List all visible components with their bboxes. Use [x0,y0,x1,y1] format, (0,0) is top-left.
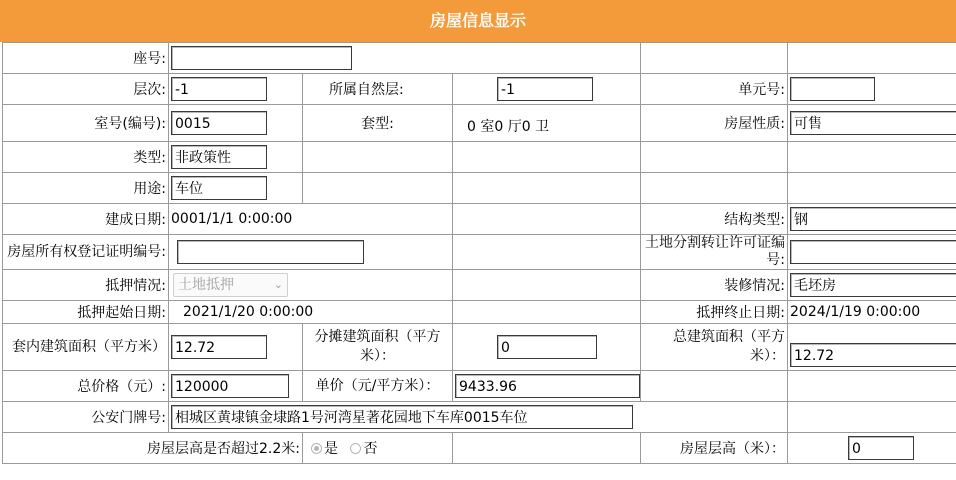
row-usage [3,173,956,204]
page-title: 房屋信息显示 [0,0,956,42]
unit-price-label: 单价（元/平方米）： [303,371,453,402]
radio-yes-label: 是 [324,441,338,457]
decoration-label: 装修情况: [641,270,788,301]
structure-input[interactable]: 钢 [790,207,956,231]
mortgage-start-value: 2021/1/20 0:00:00 [169,301,453,324]
total-area-label: 总建筑面积（平方米）： [641,324,788,371]
unit-input[interactable] [790,77,875,101]
row-type [3,142,956,173]
build-date-label: 建成日期: [3,204,169,235]
room-label: 室号(编号): [3,105,169,142]
address-label: 公安门牌号: [3,402,169,433]
total-price-input[interactable]: 120000 [171,374,289,398]
total-area-input[interactable]: 12.72 [790,343,956,367]
type-input[interactable]: 非政策性 [171,145,267,169]
property-nature-label: 房屋性质: [641,105,788,142]
inner-area-input[interactable]: 12.72 [171,335,267,359]
mortgage-label: 抵押情况: [3,270,169,301]
structure-label: 结构类型: [641,204,788,235]
ownership-cert-input[interactable] [177,240,364,264]
natural-floor-input[interactable]: -1 [497,77,593,101]
unit-price-input[interactable]: 9433.96 [455,374,640,398]
mortgage-end-value: 2024/1/19 0:00:00 [788,301,956,324]
seat-label: 座号: [3,43,169,74]
row-room [3,105,956,142]
row-mortgage [3,270,956,301]
row-seat [3,43,956,74]
layout-label: 套型: [303,105,453,142]
floor-input[interactable]: -1 [171,77,267,101]
radio-no[interactable] [350,443,361,454]
row-price [3,371,956,402]
land-permit-label: 土地分割转让许可证编号: [641,235,788,270]
usage-label: 用途: [3,173,169,204]
inner-area-label: 套内建筑面积（平方米） [3,324,169,371]
seat-input[interactable] [171,46,352,70]
height-input[interactable]: 0 [848,436,914,460]
address-input[interactable]: 相城区黄埭镇金埭路1号河湾星著花园地下车库0015车位 [171,405,633,429]
property-nature-input[interactable]: 可售 [790,111,956,135]
height-label: 房屋层高（米）： [641,433,788,464]
build-date-value: 0001/1/1 0:00:00 [169,204,453,235]
shared-area-input[interactable]: 0 [497,335,597,359]
radio-no-label: 否 [363,441,378,457]
mortgage-end-label: 抵押终止日期: [641,301,788,324]
land-permit-input[interactable] [790,240,956,264]
row-mortgage-dates [3,301,956,324]
ownership-cert-label: 房屋所有权登记证明编号: [3,235,169,270]
house-info-table [2,42,956,464]
room-input[interactable]: 0015 [171,111,267,135]
radio-yes[interactable] [311,443,322,454]
mortgage-start-label: 抵押起始日期: [3,301,169,324]
row-area [3,324,956,371]
row-cert [3,235,956,270]
height-over-label: 房屋层高是否超过2.2米: [3,433,303,464]
usage-input[interactable]: 车位 [171,176,267,200]
layout-value: 0 室0 厅0 卫 [453,105,641,142]
floor-label: 层次: [3,74,169,105]
row-address [3,402,956,433]
mortgage-select[interactable]: 土地抵押 ⌄ [173,273,288,297]
natural-floor-label: 所属自然层: [303,74,453,105]
chevron-down-icon: ⌄ [273,278,283,291]
row-floor [3,74,956,105]
unit-label: 单元号: [641,74,788,105]
row-height [3,433,956,464]
total-price-label: 总价格（元）: [3,371,169,402]
row-build-date [3,204,956,235]
shared-area-label: 分摊建筑面积（平方米）： [303,324,453,371]
type-label: 类型: [3,142,169,173]
decoration-input[interactable]: 毛坯房 [790,273,956,297]
